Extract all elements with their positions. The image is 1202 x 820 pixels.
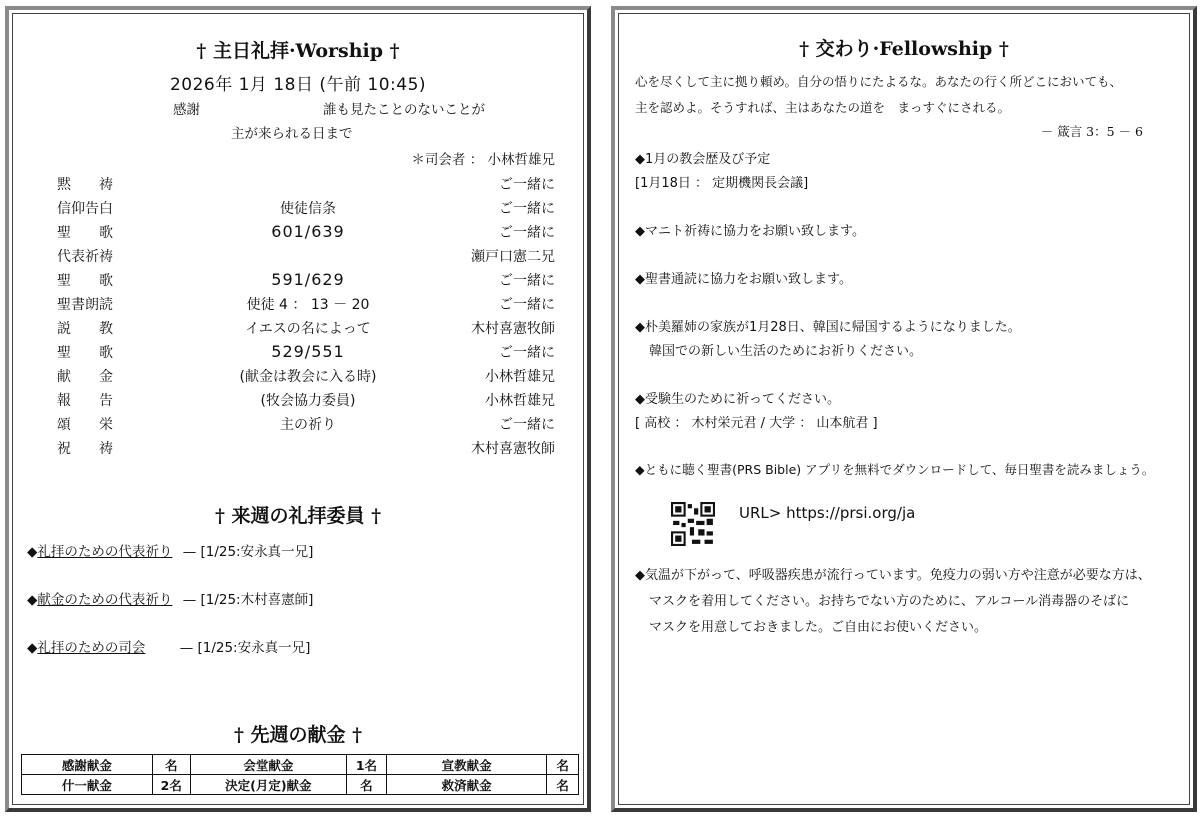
verse-reference: － 箴言 3：5 － 6 [1040, 124, 1143, 139]
notice: ◆ともに聴く聖書(PRS Bible) アプリを無料でダウンロードして、毎日聖書を読みましょう。 [635, 462, 1155, 477]
table-cell: 2名 [152, 775, 190, 795]
member-item: ◆礼拝のための代表祈り — [1/25:安永真一兄] [27, 544, 314, 560]
program-row [13, 294, 583, 318]
program-person: ご一緒に [499, 177, 555, 193]
program-row [13, 342, 583, 366]
table-row [22, 775, 579, 795]
member-item: ◆礼拝のための司会 — [1/25:安永真一兄] [27, 640, 311, 656]
notice-detail: マスクを用意しておきました。ご自由にお使いください。 [649, 620, 988, 635]
program-person: ご一緒に [499, 273, 555, 289]
notice-detail: 韓国での新しい生活のためにお祈りください。 [649, 344, 923, 359]
verse-line: 心を尽くして主に拠り頼め。自分の悟りにたよるな。あなたの行く所どこにおいても、 [635, 74, 1123, 89]
program-row [13, 198, 583, 222]
program-person: 木村喜憲牧師 [471, 321, 555, 337]
verse-line: 主を認めよ。そうすれば、主はあなたの道を まっすぐにされる。 [635, 100, 1011, 115]
program-label: 祝 祷 [57, 441, 113, 457]
table-cell: 名 [152, 755, 190, 775]
member-detail: — [1/25:安永真一兄] [179, 640, 311, 656]
program-row [13, 366, 583, 390]
program-row [13, 318, 583, 342]
program-label: 説 教 [57, 321, 113, 337]
fellowship-title: † 交わり·Fellowship † [799, 38, 1009, 60]
program-detail: 601/639 [271, 222, 345, 241]
member-role: 礼拝のための司会 [37, 640, 146, 656]
table-cell: 什一献金 [22, 775, 153, 795]
member-role: 献金のための代表祈り [37, 592, 173, 608]
program-detail: 使徒信条 [280, 201, 336, 217]
program-row [13, 414, 583, 438]
program-label: 聖 歌 [57, 273, 113, 289]
member-detail: — [1/25:安永真一兄] [182, 544, 314, 560]
table-cell: 感謝献金 [22, 755, 153, 775]
song-title-1: 誰も見たことのないことが [323, 102, 485, 118]
fellowship-page [611, 6, 1197, 812]
schedule-title: ◆1月の教会歴及び予定 [635, 152, 771, 167]
qr-code-icon [671, 502, 715, 546]
table-cell: 宣教献金 [386, 755, 546, 775]
program-label: 聖 歌 [57, 225, 113, 241]
fellowship-page-inner [618, 13, 1190, 805]
member-item: ◆献金のための代表祈り — [1/25:木村喜憲師] [27, 592, 314, 608]
worship-date: 2026年 1月 18日 (午前 10:45) [169, 75, 427, 95]
program-detail: 591/629 [271, 270, 345, 289]
program-person: ご一緒に [499, 297, 555, 313]
program-detail: (牧会協力委員) [260, 393, 356, 409]
program-row [13, 438, 583, 462]
program-person: 小林哲雄兄 [485, 393, 555, 409]
song-label: 感謝 [173, 102, 200, 118]
worship-page [5, 6, 591, 812]
program-detail: 主の祈り [280, 417, 336, 433]
notice: ◆気温が下がって、呼吸器疾患が流行っています。免疫力の弱い方や注意が必要な方は、 [635, 568, 1151, 583]
song-title-2: 主が来られる日まで [231, 126, 353, 142]
notice-detail: マスクを着用してください。お持ちでない方のために、アルコール消毒器のそばに [649, 594, 1130, 609]
program-label: 聖書朗読 [57, 297, 113, 313]
program-detail: (献金は教会に入る時) [239, 369, 377, 385]
program-person: ご一緒に [499, 345, 555, 361]
program-detail: 529/551 [271, 342, 345, 361]
notice: ◆聖書通読に協力をお願い致します。 [635, 272, 852, 287]
program-person: ご一緒に [499, 201, 555, 217]
program-row [13, 222, 583, 246]
table-cell: 名 [346, 775, 386, 795]
program-person: ご一緒に [499, 417, 555, 433]
presider: ＊司会者 ： 小林哲雄兄 [411, 152, 555, 168]
notice: ◆受験生のために祈ってください。 [635, 392, 840, 407]
program-row [13, 270, 583, 294]
program-label: 報 告 [57, 393, 113, 409]
program-person: 小林哲雄兄 [485, 369, 555, 385]
program-detail: イエスの名によって [245, 321, 371, 337]
program-label: 黙 祷 [57, 177, 113, 193]
program-detail: 使徒 4 ： 13 － 20 [246, 297, 370, 313]
program-row [13, 246, 583, 270]
notice: ◆朴美羅姉の家族が1月28日、韓国に帰国するようになりました。 [635, 320, 1021, 335]
table-cell: 1名 [346, 755, 386, 775]
program-label: 聖 歌 [57, 345, 113, 361]
next-week-title: † 来週の礼拝委員 † [214, 505, 382, 527]
program-label: 頌 栄 [57, 417, 113, 433]
program-label: 献 金 [57, 369, 113, 385]
worship-title: † 主日礼拝·Worship † [196, 40, 400, 62]
table-cell: 名 [547, 755, 579, 775]
table-cell: 決定(月定)献金 [190, 775, 346, 795]
notice-detail: [ 高校 ： 木村栄元君 / 大学 ： 山本航君 ] [635, 416, 878, 431]
program-row [13, 174, 583, 198]
program-row [13, 390, 583, 414]
worship-page-inner [12, 13, 584, 805]
offering-table [21, 754, 579, 795]
program-person: ご一緒に [499, 225, 555, 241]
notice: ◆マニト祈祷に協力をお願い致します。 [635, 224, 865, 239]
member-detail: — [1/25:木村喜憲師] [182, 592, 314, 608]
app-url[interactable]: URL> https://prsi.org/ja [739, 504, 916, 522]
program-label: 信仰告白 [57, 201, 113, 217]
program-label: 代表祈祷 [57, 249, 113, 265]
program-person: 木村喜憲牧師 [471, 441, 555, 457]
table-cell: 名 [547, 775, 579, 795]
table-cell: 救済献金 [386, 775, 546, 795]
table-cell: 会堂献金 [190, 755, 346, 775]
member-role: 礼拝のための代表祈り [37, 544, 173, 560]
table-row [22, 755, 579, 775]
program-person: 瀬戸口憲二兄 [471, 249, 555, 265]
schedule-item: [1月18日 ： 定期機関長会議] [635, 176, 809, 191]
offering-title: † 先週の献金 † [233, 724, 363, 746]
